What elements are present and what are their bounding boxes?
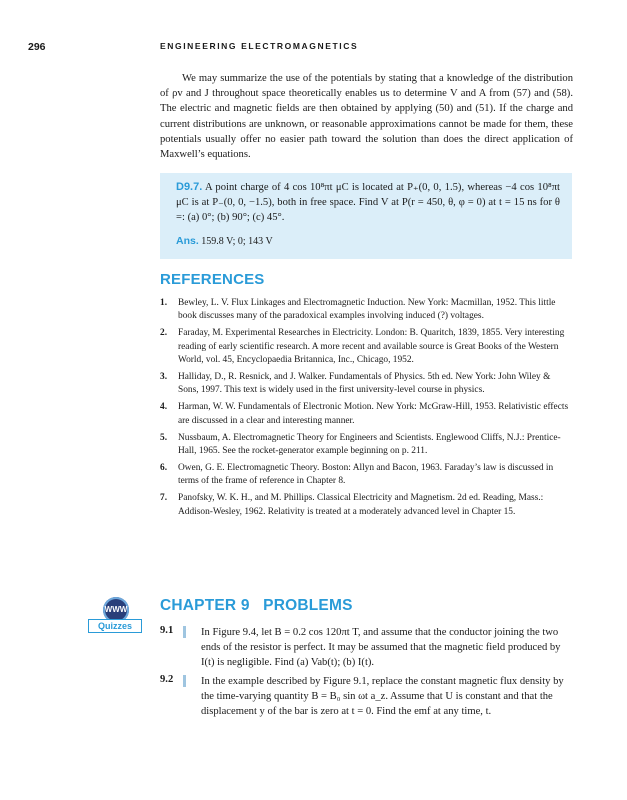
reference-text: Halliday, D., R. Resnick, and J. Walker. Fundamentals of Physics. 5th ed. New York: John Wiley & Sons, 1997. This text is widely used in the first university-level course in physics. bbox=[178, 372, 551, 396]
reference-number: 1. bbox=[160, 298, 168, 308]
reference-item bbox=[160, 327, 570, 367]
drill-label: D9.7. bbox=[176, 181, 203, 193]
reference-item bbox=[160, 297, 570, 324]
web-marker-icon bbox=[183, 626, 186, 638]
drill-answer bbox=[176, 235, 560, 247]
web-marker-icon bbox=[183, 675, 186, 687]
drill-problem-box bbox=[160, 173, 572, 259]
drill-problem bbox=[176, 180, 560, 226]
reference-number: 6. bbox=[160, 462, 168, 473]
reference-text: Harman, W. W. Fundamentals of Electronic Motion. New York: McGraw-Hill, 1953. Relativistic effects are discussed in a clear and interesting manner. bbox=[178, 402, 569, 426]
quizzes-label[interactable]: Quizzes bbox=[88, 619, 142, 633]
reference-number: 4. bbox=[160, 402, 168, 413]
reference-item bbox=[160, 371, 570, 398]
page-number: 296 bbox=[28, 41, 46, 53]
answer-label: Ans. bbox=[176, 234, 199, 247]
reference-number: 5. bbox=[160, 432, 168, 443]
problem-item bbox=[160, 674, 572, 720]
reference-number: 2. bbox=[160, 328, 168, 339]
references-heading: REFERENCES bbox=[160, 271, 265, 288]
reference-item bbox=[160, 462, 570, 489]
reference-item bbox=[160, 492, 570, 519]
reference-text: Faraday, M. Experimental Researches in Electricity. London: B. Quaritch, 1839, 1855. Very interesting reading of early scientific research. A more recent and available source is Great Books of the Western World, vol. 45, Encyclopaedia Britannica, Inc., Chicago, 1952. bbox=[178, 328, 565, 366]
drill-text: A point charge of 4 cos 10⁸πt μC is located at P₊(0, 0, 1.5), whereas −4 cos 10⁸πt μC is at P₋(0, 0, −1.5), both in free space. Find V at P(r = 450, θ, φ = 0) at t = 15 ns for θ =: (a) 0°; (b) 90°; (c) 45°. bbox=[176, 182, 560, 224]
reference-item bbox=[160, 401, 570, 428]
problem-text: In Figure 9.4, let B = 0.2 cos 120πt T, and assume that the conductor joining the two ends of the resistor is perfect. It may be assumed that the magnetic field produced by I(t) is negligible. Find (a) Vab(t); (b) I(t). bbox=[201, 627, 561, 669]
problems-heading: CHAPTER 9 PROBLEMS bbox=[160, 597, 353, 614]
problem-number: 9.2 bbox=[160, 674, 174, 685]
references-list bbox=[160, 297, 570, 523]
problem-number: 9.1 bbox=[160, 625, 174, 636]
globe-icon: WWW bbox=[103, 597, 129, 623]
problem-item bbox=[160, 625, 572, 671]
reference-text: Panofsky, W. K. H., and M. Phillips. Classical Electricity and Magnetism. 2d ed. Reading, Mass.: Addison-Wesley, 1962. Relativity is treated at a moderately advanced level in Chapter 15. bbox=[178, 493, 544, 517]
problem-text: In the example described by Figure 9.1, replace the constant magnetic flux density by the time-varying quantity B = B₀ sin ωt a_z. Assume that U is constant and that the displacement y of the bar is zero at t = 0. Find the emf at any time, t. bbox=[201, 676, 564, 718]
intro-paragraph-text: We may summarize the use of the potentials by stating that a knowledge of the distribution of ρv and J throughout space theoretically enables us to determine V and A from (57) and (58). The electric and magnetic fields are then obtained by applying (50) and (51). If the charge and current distributions are unknown, or reasonable approximations cannot be made for them, these potentials usually offer no easier path toward the solution than does the direct application of Maxwell’s equations. bbox=[160, 73, 573, 161]
reference-number: 3. bbox=[160, 372, 168, 383]
reference-text: Nussbaum, A. Electromagnetic Theory for Engineers and Scientists. Englewood Cliffs, N.J.: Prentice-Hall, 1965. See the rocket-generator example beginning on p. 211. bbox=[178, 432, 561, 457]
reference-number: 7. bbox=[160, 493, 168, 504]
running-title: ENGINEERING ELECTROMAGNETICS bbox=[160, 41, 359, 51]
answer-text: 159.8 V; 0; 143 V bbox=[201, 235, 273, 247]
intro-paragraph bbox=[160, 71, 573, 162]
reference-item bbox=[160, 432, 570, 459]
quizzes-badge[interactable] bbox=[88, 597, 144, 639]
reference-text: Bewley, L. V. Flux Linkages and Electromagnetic Induction. New York: Macmillan, 1952. This little book discusses many of the paradoxical examples involving induced (?) voltages. bbox=[178, 298, 556, 322]
reference-text: Owen, G. E. Electromagnetic Theory. Boston: Allyn and Bacon, 1963. Faraday’s law is discussed in terms of the frame of reference in Chapter 8. bbox=[178, 462, 554, 487]
